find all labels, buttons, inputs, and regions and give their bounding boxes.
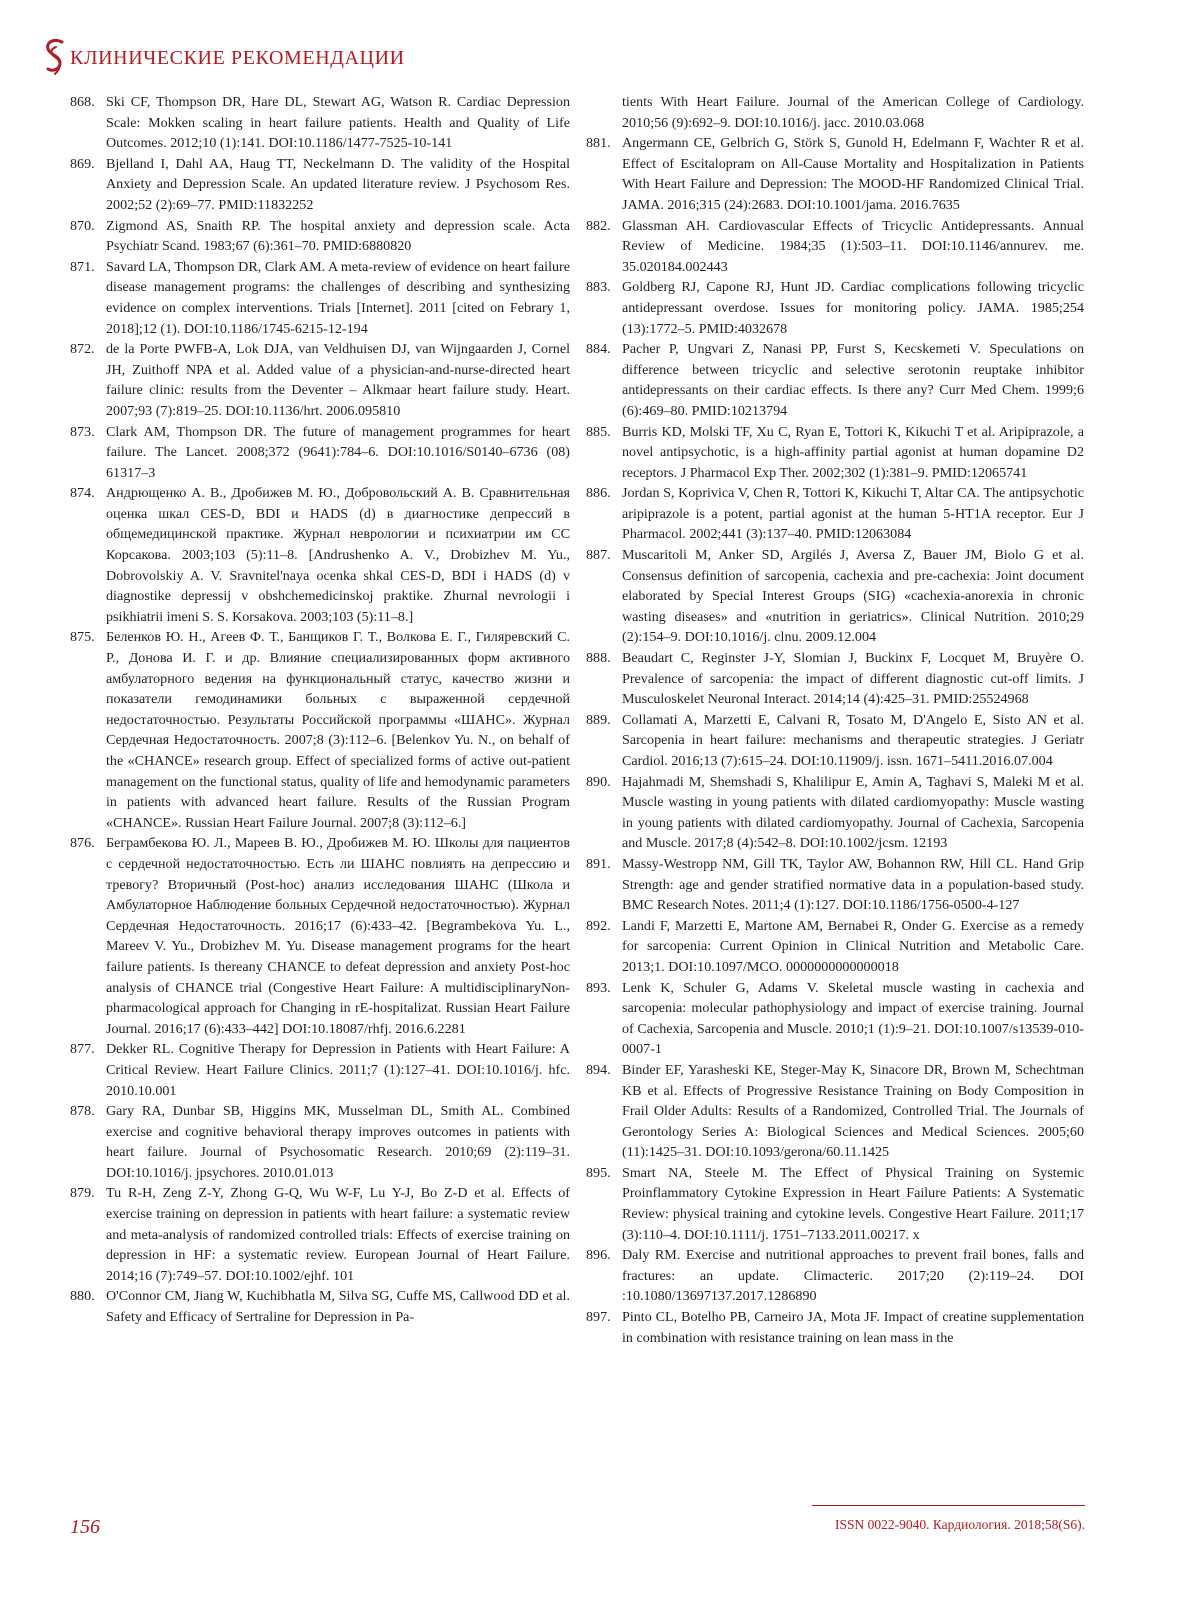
reference-number: 880. [70,1288,95,1305]
reference-number: 876. [70,835,95,852]
reference-number: 883. [586,279,611,296]
reference-text: Gary RA, Dunbar SB, Higgins MK, Musselman DL, Smith AL. Combined exercise and cognitive behavioral therapy improves outcomes in patients with heart failure. Journal of Psychosomatic Research. 2010;69 (2):119–31. DOI:10.1016/j. jpsychores. 2010.01.013 [106,1103,570,1181]
page-number: 156 [70,1516,100,1538]
reference-number: 886. [586,485,611,502]
journal-citation: ISSN 0022-9040. Кардиология. 2018;58(S6). [834,1517,1085,1532]
reference-text: Muscaritoli M, Anker SD, Argilés J, Aversa Z, Bauer JM, Biolo G et al. Consensus definition of sarcopenia, cachexia and pre-cachexia: Joint document elaborated by Special Interest Groups (SIG) «cachexia-anorexia in chronic wasting diseases» and «nutrition in geriatrics». Clinical Nutrition. 2010;29 (2):154–9. DOI:10.1016/j. clnu. 2009.12.004 [622,547,1084,646]
reference-number: 874. [70,485,95,502]
reference-number: 875. [70,629,95,646]
reference-text: de la Porte PWFB-A, Lok DJA, van Veldhuisen DJ, van Wijngaarden J, Cornel JH, Zuithoff NPA et al. Added value of a physician-and-nurse-directed heart failure clinic: results from the Deventer – Alkmaar heart failure study. Heart. 2007;93 (7):819–25. DOI:10.1136/hrt. 2006.095810 [106,341,570,419]
reference-text: Binder EF, Yarasheski KE, Steger-May K, Sinacore DR, Brown M, Schechtman KB et al. Effects of Progressive Resistance Training on Body Composition in Frail Older Adults: Results of a Randomized, Controlled Trial. The Journals of Gerontology Series A: Biological Sciences and Medical Sciences. 2005;60 (11):1425–31. DOI:10.1093/gerona/60.11.1425 [622,1061,1084,1161]
reference-number: 879. [70,1185,95,1202]
reference-number: 895. [586,1164,611,1181]
reference-item [586,216,1084,278]
reference-item [70,1286,570,1327]
reference-number: 885. [586,423,611,440]
reference-number: 887. [586,547,611,564]
reference-number: 872. [70,341,95,358]
reference-text: Goldberg RJ, Capone RJ, Hunt JD. Cardiac complications following tricyclic antidepressant overdose. Issues for monitoring policy. JAMA. 1985;254 (13):1772–5. PMID:4032678 [622,279,1084,337]
reference-column-right [586,92,1084,1348]
reference-item [586,339,1084,421]
reference-continuation [586,92,1084,133]
reference-item [586,133,1084,215]
reference-text: Zigmond AS, Snaith RP. The hospital anxiety and depression scale. Acta Psychiatr Scand. 1983;67 (6):361–70. PMID:6880820 [106,217,570,255]
section-symbol-logo-icon [40,38,68,78]
reference-text: Burris KD, Molski TF, Xu C, Ryan E, Tottori K, Kikuchi T et al. Aripiprazole, a novel antipsychotic, is a high-affinity partial agonist at human dopamine D2 receptors. J Pharmacol Exp Ther. 2002;302 (1):381–9. PMID:12065741 [622,423,1084,481]
reference-text: Pinto CL, Botelho PB, Carneiro JA, Mota JF. Impact of creatine supplementation in combination with resistance training on lean mass in the [622,1309,1084,1346]
reference-item [586,1307,1084,1348]
reference-item [586,422,1084,484]
reference-item [70,216,570,257]
reference-number: 871. [70,258,95,275]
page-header [40,38,405,78]
reference-item [586,1060,1084,1163]
reference-item [586,483,1084,545]
reference-item [586,1245,1084,1307]
reference-item [586,1163,1084,1245]
reference-number: 893. [586,979,611,996]
reference-number: 869. [70,155,95,172]
reference-text: Smart NA, Steele M. The Effect of Physical Training on Systemic Proinflammatory Cytokine Expression in Heart Failure Patients: A Systematic Review: physical training and cytokine levels. Congestive Heart Failure. 2011;17 (3):110–4. DOI:10.1111/j. 1751–7133.2011.00217. x [622,1164,1084,1243]
reference-text: Beaudart C, Reginster J-Y, Slomian J, Buckinx F, Locquet M, Bruyère O. Prevalence of sarcopenia: the impact of different diagnostic cut-off limits. J Musculoskelet Neuronal Interact. 2014;14 (4):425–31. PMID:25524968 [622,650,1084,708]
reference-item [586,916,1084,978]
reference-number: 881. [586,135,611,152]
reference-item [70,422,570,484]
reference-text: O'Connor CM, Jiang W, Kuchibhatla M, Silva SG, Cuffe MS, Callwood DD et al. Safety and Efficacy of Sertraline for Depression in Pa- [106,1288,570,1326]
reference-text: Jordan S, Koprivica V, Chen R, Tottori K, Kikuchi T, Altar CA. The antipsychotic aripiprazole is a potent, partial agonist at the human 5-HT1A receptor. Eur J Pharmacol. 2002;441 (3):137–40. PMID:12063084 [622,485,1084,543]
reference-number: 870. [70,217,95,234]
reference-text: Hajahmadi M, Shemshadi S, Khalilipur E, Amin A, Taghavi S, Maleki M et al. Muscle wasting in young patients with dilated cardiomyopathy: Muscle wasting in young patients with dilated cardiomyopathy. Journal of Cachexia, Sarcopenia and Muscle. 2017;8 (4):542–8. DOI:10.1002/jcsm. 12193 [622,773,1084,852]
reference-item [586,772,1084,854]
reference-text: Massy-Westropp NM, Gill TK, Taylor AW, Bohannon RW, Hill CL. Hand Grip Strength: age and gender stratified normative data in a population-based study. BMC Research Notes. 2011;4 (1):127. DOI:10.1186/1756-0500-4-127 [622,855,1084,914]
reference-text: Беленков Ю. Н., Агеев Ф. Т., Банщиков Г. Т., Волкова Е. Г., Гиляревский С. Р., Донова И. Г. и др. Влияние специализированных форм активного амбулаторного ведения на функциональный статус, качество жизни и показатели гемодинамики больных с выраженной сердечной недостаточностью. Результаты Российской программы «ШАНС». Журнал Сердечная Недостаточность. 2007;8 (3):112–6. [Belenkov Yu. N., on behalf of the «CHANCE» research group. Effect of specialized forms of active out-patient management on the functional status, quality of life and hemodynamic parameters in patients with advanced heart failure. Results of the Russian Program «CHANCE». Russian Heart Failure Journal. 2007;8 (3):112–6.] [106,629,570,831]
reference-text: Tu R-H, Zeng Z-Y, Zhong G-Q, Wu W-F, Lu Y-J, Bo Z-D et al. Effects of exercise training on depression in patients with heart failure: a systematic review and meta-analysis of randomized controlled trials: Effects of exercise training on depression in HF: a systematic review. European Journal of Heart Failure. 2014;16 (7):749–57. DOI:10.1002/ejhf. 101 [106,1185,570,1284]
reference-column-left [70,92,570,1328]
reference-item [586,854,1084,916]
reference-item [70,833,570,1039]
reference-item [586,545,1084,648]
reference-text: Dekker RL. Cognitive Therapy for Depression in Patients with Heart Failure: A Critical Review. Heart Failure Clinics. 2011;7 (1):127–41. DOI:10.1016/j. hfc. 2010.10.001 [106,1041,570,1099]
reference-item [70,483,570,627]
reference-text: Ski CF, Thompson DR, Hare DL, Stewart AG, Watson R. Cardiac Depression Scale: Mokken scaling in heart failure patients. Health and Quality of Life Outcomes. 2012;10 (1):141. DOI:10.1186/1477-7525-10-141 [106,94,570,152]
reference-text: Lenk K, Schuler G, Adams V. Skeletal muscle wasting in cachexia and sarcopenia: molecular pathophysiology and impact of exercise training. Journal of Cachexia, Sarcopenia and Muscle. 2010;1 (1):9–21. DOI:10.1007/s13539-010-0007-1 [622,979,1084,1058]
reference-text: Bjelland I, Dahl AA, Haug TT, Neckelmann D. The validity of the Hospital Anxiety and Depression Scale. An updated literature review. J Psychosom Res. 2002;52 (2):69–77. PMID:11832252 [106,155,570,213]
reference-number: 868. [70,94,95,110]
reference-number: 892. [586,917,611,934]
reference-text: Беграмбекова Ю. Л., Мареев В. Ю., Дробижев М. Ю. Школы для пациентов с сердечной недостаточностью. Есть ли ШАНС повлиять на депрессию и тревогу? Вторичный (Post-hoc) анализ исследования ШАНС (Школа и Амбулаторное Наблюдение больных Сердечной недостаточностью). Журнал Сердечная Недостаточность. 2016;17 (6):433–42. [Begrambekova Yu. L., Mareev V. Yu., Drobizhev M. Yu. Disease management programs for the heart failure patients. Is thereany CHANCE to defeat depression and anxiety Post-hoc analysis of CHANCE trial (Congestive Heart Failure: A multidisciplinaryNon-pharmacological approach for Changing in rE-hospitalizat. Russian Heart Failure Journal. 2016;17 (6):433–442] DOI:10.18087/rhfj. 2016.6.2281 [106,835,570,1037]
reference-number: 894. [586,1061,611,1078]
reference-text: Collamati A, Marzetti E, Calvani R, Tosato M, D'Angelo E, Sisto AN et al. Sarcopenia in heart failure: mechanisms and therapeutic strategies. J Geriatr Cardiol. 2016;13 (7):615–24. DOI:10.11909/j. issn. 1671–5411.2016.07.004 [622,711,1084,769]
reference-number: 888. [586,650,611,667]
reference-text: Pacher P, Ungvari Z, Nanasi PP, Furst S, Kecskemeti V. Speculations on difference between tricyclic and selective serotonin reuptake inhibitor antidepressants on their cardiac effects. Is there any? Curr Med Chem. 1999;6 (6):469–80. PMID:10213794 [622,341,1084,419]
reference-continuation-text: tients With Heart Failure. Journal of the American College of Cardiology. 2010;56 (9):692–9. DOI:10.1016/j. jacc. 2010.03.068 [622,94,1084,131]
footer-divider [812,1505,1085,1506]
reference-item [70,257,570,339]
reference-text: Savard LA, Thompson DR, Clark AM. A meta-review of evidence on heart failure disease management programs: the challenges of describing and synthesizing evidence on complex interventions. Trials [Internet]. 2011 [cited on Febrary 1, 2018];12 (1). DOI:10.1186/1745-6215-12-194 [106,258,570,337]
reference-item [70,1039,570,1101]
reference-item [70,627,570,833]
reference-item [70,1183,570,1286]
reference-text: Landi F, Marzetti E, Martone AM, Bernabei R, Onder G. Exercise as a remedy for sarcopenia: Current Opinion in Clinical Nutrition and Metabolic Care. 2013;1. DOI:10.1097/MCO. 0000000000000018 [622,917,1084,975]
reference-number: 877. [70,1041,95,1058]
reference-item [70,339,570,421]
reference-number: 882. [586,217,611,234]
reference-item [586,978,1084,1060]
reference-item [586,710,1084,772]
reference-text: Angermann CE, Gelbrich G, Störk S, Gunold H, Edelmann F, Wachter R et al. Effect of Escitalopram on All-Cause Mortality and Hospitalization in Patients With Heart Failure and Depression: The MOOD-HF Randomized Clinical Trial. JAMA. 2016;315 (24):2683. DOI:10.1001/jama. 2016.7635 [622,135,1084,213]
reference-number: 884. [586,341,611,358]
reference-text: Glassman AH. Cardiovascular Effects of Tricyclic Antidepressants. Annual Review of Medicine. 1984;35 (1):503–11. DOI:10.1146/annurev. me. 35.020184.002443 [622,217,1084,275]
reference-text: Clark AM, Thompson DR. The future of management programmes for heart failure. The Lancet. 2008;372 (9641):784–6. DOI:10.1016/S0140–6736 (08) 61317–3 [106,423,570,481]
reference-number: 878. [70,1103,95,1120]
reference-number: 897. [586,1309,611,1326]
reference-number: 890. [586,773,611,790]
reference-number: 891. [586,855,611,872]
reference-text: Андрющенко А. В., Дробижев М. Ю., Добровольский А. В. Сравнительная оценка шкал CES-D, BDI и HADS (d) в диагностике депрессий в общемедицинской практике. Журнал неврологии и психиатрии им СС Корсакова. 2003;103 (5):11–8. [Andrushenko A. V., Drobizhev M. Yu., Dobrovolskiy A. V. Sravnitel'naya ocenka shkal CES-D, BDI i HADS (d) v diagnostike depressij v obshchemedicinskoj praktike. Zhurnal nevrologii i psikhiatrii imeni S. S. Korsakova. 2003;103 (5):11–8.] [106,485,570,625]
reference-number: 896. [586,1247,611,1264]
reference-item [70,92,570,154]
reference-number: 889. [586,711,611,728]
reference-text: Daly RM. Exercise and nutritional approaches to prevent frail bones, falls and fractures: an update. Climacteric. 2017;20 (2):119–24. DOI :10.1080/13697137.2017.1286890 [622,1247,1084,1305]
reference-item [70,154,570,216]
reference-item [586,277,1084,339]
reference-item [586,648,1084,710]
reference-number: 873. [70,423,95,440]
reference-list-right [586,133,1084,1348]
section-title: КЛИНИЧЕСКИЕ РЕКОМЕНДАЦИИ [70,46,405,69]
reference-item [70,1101,570,1183]
